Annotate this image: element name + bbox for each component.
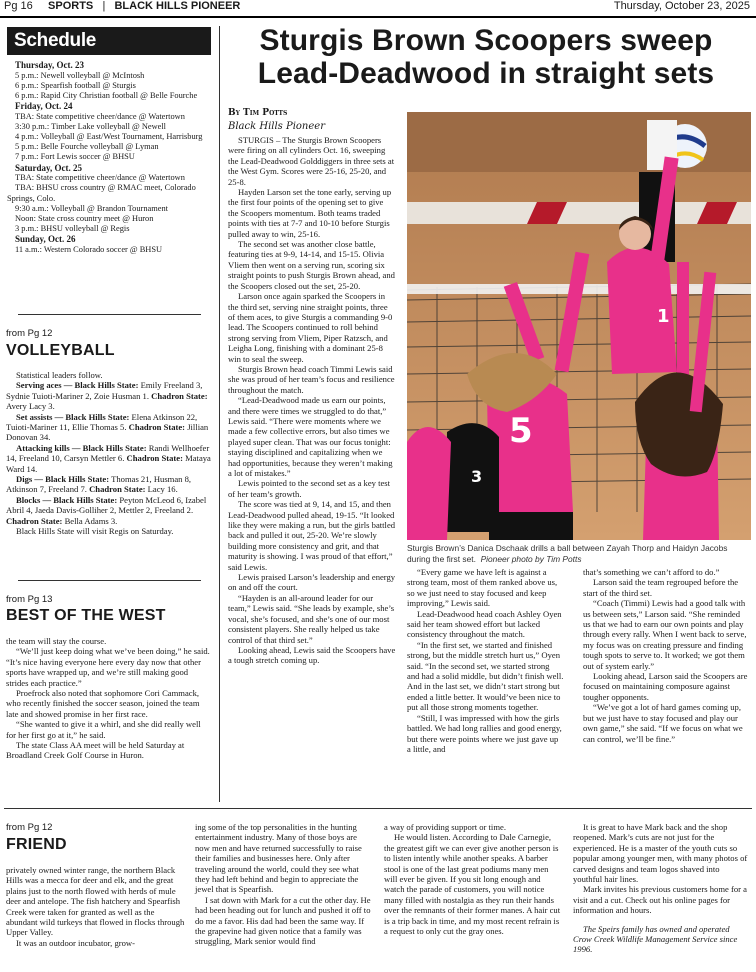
schedule-item: 3:30 p.m.: Timber Lake volleyball @ Newell [15, 121, 166, 131]
friend-column-2 [195, 822, 371, 947]
schedule-day: Sunday, Oct. 26 [15, 234, 76, 245]
stat-text: Bella Adams 3. [62, 515, 118, 526]
stat-text: Randi Wellhoefer 14, Freeland 10, Carsyn Mettler 6. [6, 442, 210, 464]
article-paragraph: Looking ahead, Lewis said the Scoopers have a tough stretch coming up. [228, 644, 396, 666]
friend-paragraph: privately owned winter range, the northern Black Hills was a mecca for deer and elk, and the great plains just to the north flowed with herds of mule deer and antelope. The fish hatchery and Spearfish Creek were taken for granted as well as the abundant wild turkeys that flowed in flocks through Upper Valley. [6, 865, 185, 938]
schedule-rule [18, 314, 201, 315]
stat-text: Jillian Donovan 34. [6, 422, 209, 443]
volleyball-paragraph [6, 370, 212, 380]
page-number: Pg 16 [4, 0, 33, 12]
jersey-number-1: 1 [657, 306, 670, 327]
article-paragraph: Larson said the team regrouped before the start of the third set. [583, 577, 739, 598]
stat-text: Thomas 21, Husman 8, Atkinson 7, Freeland 7. [6, 474, 192, 495]
schedule-item: 6 p.m.: Rapid City Christian football @ Belle Fourche [15, 90, 198, 100]
article-paragraph: Hayden Larson set the tone early, serving up the first four points of the opening set to give the Scoopers momentum. Both teams traded points with ties at 7-7 and 10-10 before Sturgis pulled away to win, 25-16. [228, 187, 392, 239]
schedule-item: TBA: State competitive cheer/dance @ Watertown [15, 173, 185, 183]
friend-paragraph: I sat down with Mark for a cut the other day. He had been heading out for lunch and pushed it off to do me a favor. His dad had been the same way. If the grapevine had given notice that a family was struggling, Mark senior would find [195, 894, 371, 947]
stat-text: Mataya Ward 14. [6, 453, 211, 474]
stat-label: Set assists — Black Hills State: [16, 411, 130, 422]
volleyball-paragraph [6, 526, 212, 536]
west-body [6, 636, 212, 761]
article-column-1 [228, 135, 396, 666]
friend-paragraph: ing some of the top personalities in the hunting entertainment industry. Many of those boys are now men and have returned successfully to raise their families and businesses here. Only after traveling around the world, could they see what they had left behind and begin to appreciate the jewel that is Spearfish. [195, 822, 362, 895]
schedule-item: TBA: State competitive cheer/dance @ Watertown [15, 111, 185, 121]
stat-text: Emily Freeland 3, Sydnie Tuioti-Mariner 2, Zoie Husman 1. [6, 380, 203, 401]
article-paragraph: Lewis praised Larson’s leadership and energy on and off the court. [228, 572, 396, 593]
friend-paragraph: Mark invites his previous customers home for a visit and a cut. Check out his online pages for information and hours. [573, 884, 747, 916]
jersey-number-5: 5 [509, 411, 533, 451]
article-paragraph: Lewis pointed to the second set as a key test of her team’s growth. [228, 478, 391, 499]
stat-label: Chadron State: [126, 453, 183, 464]
stat-label: Attacking kills — Black Hills State: [16, 442, 147, 453]
header-separator: | [102, 0, 106, 12]
stat-text: Black Hills State will visit Regis on Saturday. [16, 526, 174, 537]
stat-text: Avery Lacy 3. [6, 401, 55, 412]
article-paragraph: STURGIS – The Sturgis Brown Scoopers were firing on all cylinders Oct. 16, sweeping the Lead-Deadwood Golddiggers in three sets at the West Gym. Scores were 25-16, 25-20, and 25-8. [228, 135, 395, 187]
stat-label: Blocks — Black Hills State: [16, 494, 118, 505]
article-paragraph: Larson once again sparked the Scoopers in the third set, serving nine straight points, three of them aces, to give Sturgis a commanding 9-0 lead. The Scoopers continued to roll behind strong serving from Vliem, Piper Ratzsch, and Leigha Long, finishing with a dominant 25-8 win to seal the sweep. [228, 291, 393, 364]
friend-jump-from: from Pg 12 [6, 822, 53, 833]
article-paragraph: The second set was another close battle, featuring ties at 9-9, 14-14, and 15-15. Olivia Vliem then went on a serving run, scoring six straight points to push Sturgis Brown ahead, and the Scoopers closed out the set, 25-20. [228, 239, 395, 291]
bottom-rule [4, 808, 752, 809]
jersey-number-3: 3 [471, 467, 483, 486]
stat-label: Chadron State: [128, 422, 186, 433]
schedule-item: 5 p.m.: Belle Fourche volleyball @ Lyman [15, 142, 159, 152]
column-divider [219, 26, 220, 802]
issue-date: Thursday, October 23, 2025 [613, 0, 750, 12]
headline-line-1: Sturgis Brown Scoopers sweep [259, 24, 713, 57]
article-paragraph: The score was tied at 9, 14, and 15, and then Lead-Deadwood pulled ahead, 19-15. “It looked like they were making a run, but the girls battled back and pulled it out, 25-20. We’re slowly building more consistency and grit, and that maturity is showing. I was proud of that effort,” said Lewis. [228, 499, 396, 572]
schedule-day: Thursday, Oct. 23 [15, 60, 85, 70]
section-name: SPORTS [48, 0, 94, 12]
headline-line-2: Lead-Deadwood in straight sets [257, 57, 715, 90]
stat-text: Elena Atkinson 22, Tuioti-Mariner 11, Ellie Thomas 5. [6, 411, 198, 433]
west-paragraph: “We’ll just keep doing what we’ve been doing,” he said. “It’s nice having everyone here every day now that other sports have wrapped up, and we’re still making good strides each practice.” [6, 646, 210, 688]
friend-paragraph: It was an outdoor incubator, grow- [16, 937, 135, 948]
article-photo [407, 112, 751, 540]
schedule-item: TBA: BHSU cross country @ RMAC meet, Colorado Springs, Colo. [7, 183, 196, 203]
article-headline [222, 24, 750, 90]
article-column-2 [407, 567, 564, 754]
volleyball-heading: VOLLEYBALL [6, 342, 115, 359]
stat-text: Statistical leaders follow. [16, 370, 103, 380]
stat-label: Chadron State: [6, 515, 63, 526]
article-paragraph: Looking ahead, Larson said the Scoopers are focused on maintaining composure against tougher opponents. [583, 671, 748, 702]
byline: By Tim Potts [228, 108, 288, 118]
west-heading: BEST OF THE WEST [6, 607, 166, 624]
header-rule [0, 16, 756, 18]
schedule-day: Saturday, Oct. 25 [15, 162, 83, 173]
schedule-item: 7 p.m.: Fort Lewis soccer @ BHSU [15, 152, 135, 162]
photo-caption [407, 543, 751, 565]
caption-text: Sturgis Brown’s Danica Dschaak drills a ball between Zayah Thorp and Haidyn Jacobs during the first set. [407, 543, 728, 564]
article-paragraph: “Still, I was impressed with how the girls battled. We had long rallies and good energy, but there were points where we just gave up a little, and [407, 712, 562, 754]
article-paragraph: “Hayden is an all-around leader for our team,” Lewis said. “She leads by example, she’s vocal, she’s focused, and she’s one of our most consistent players. She really helped us take control of that third set.” [228, 592, 395, 645]
article-paragraph: “In the first set, we started and finished strong, but the middle stretch hurt us,” Oyen said. “In the second set, we started strong and had a solid middle, but didn’t finish well. And in the last set, we didn’t start strong but ended a little better. It would’ve been nice to put all those strong moments together. [407, 639, 564, 713]
article-paragraph: “Lead-Deadwood made us earn our points, and there were times we struggled to do that,” Lewis said. “There were moments where we made a few collective errors, but also times we played super clean. That was our focus tonight: staying disciplined and capitalizing when we had opportunities, because they weren’t making a lot of mistakes.” [228, 395, 393, 478]
article-paragraph: Sturgis Brown head coach Timmi Lewis said she was proud of her team’s focus and resilience throughout the match. [228, 363, 395, 395]
article-paragraph: “Coach (Timmi) Lewis had a good talk with us between sets,” Larson said. “She reminded us that we had to earn our own points and play through every rally. When I went back to serve, my focus was on creating pressure and finding tough spots to serve to. It worked; we got them out of system early.” [583, 598, 747, 671]
schedule-item: 9:30 a.m.: Volleyball @ Brandon Tournament [15, 203, 168, 213]
schedule-item: Noon: State cross country meet @ Huron [15, 213, 154, 223]
schedule-item: 5 p.m.: Newell volleyball @ McIntosh [15, 70, 145, 80]
friend-column-4 [573, 822, 749, 955]
west-paragraph: “She wanted to give it a whirl, and she did really well for her first go at it,” he said. [6, 719, 201, 740]
schedule-list [7, 60, 212, 255]
stat-label: Digs — Black Hills State: [16, 474, 110, 485]
stat-text: Peyton McLeod 6, Izabel Abril 4, Jaeda Davis-Golliher 2, Mettler 2, Freeland 2. [6, 494, 207, 516]
page-header [0, 0, 756, 16]
volleyball-rule [18, 580, 201, 581]
west-jump-from: from Pg 13 [6, 594, 53, 605]
schedule-item: 6 p.m.: Spearfish football @ Sturgis [15, 80, 136, 90]
article-paragraph: “We’ve got a lot of hard games coming up, but we just have to stay focused and play our own game,” she said. “If we focus on what we can control, we’ll be fine.” [583, 702, 743, 744]
stat-text: Lacy 16. [145, 484, 178, 495]
friend-column-1 [6, 865, 186, 948]
volleyball-paragraph [6, 412, 212, 443]
west-paragraph: Proefrock also noted that sophomore Cori Cammack, who recently finished the soccer season, joined the team late and showed promise in her first race. [6, 688, 200, 719]
paper-name: BLACK HILLS PIONEER [114, 0, 241, 12]
volleyball-paragraph [6, 443, 212, 474]
article-paragraph: Lead-Deadwood head coach Ashley Oyen said her team showed effort but lacked consistency throughout the match. [407, 608, 562, 640]
stat-label: Chadron State: [151, 390, 208, 401]
west-paragraph: The state Class AA meet will be held Saturday at Broadland Creek Golf Course in Huron. [6, 740, 185, 761]
schedule-item: 4 p.m.: Volleyball @ East/West Tournament, Harrisburg [15, 132, 203, 142]
volleyball-paragraph [6, 495, 212, 526]
schedule-day: Friday, Oct. 24 [15, 101, 73, 112]
article-paragraph: “Every game we have left is against a strong team, most of them ranked above us, so we just need to stay focused and keep improving,” Lewis said. [407, 567, 558, 609]
volleyball-body [6, 370, 212, 537]
west-paragraph: the team will stay the course. [6, 636, 107, 646]
volleyball-paragraph [6, 474, 212, 495]
volleyball-paragraph [6, 380, 212, 411]
author-tagline: The Speirs family has owned and operated Crow Creek Wildlife Management Service since 1996. [573, 923, 738, 955]
article-column-3 [583, 567, 749, 744]
stat-label: Chadron State: [89, 484, 146, 495]
article-paragraph: that’s something we can’t afford to do.” [583, 567, 720, 577]
volleyball-jump-from: from Pg 12 [6, 328, 53, 339]
schedule-title: Schedule [7, 27, 211, 55]
volleyball-photo-illustration [407, 112, 751, 540]
stat-label: Serving aces — Black Hills State: [16, 380, 139, 391]
byline-org: Black Hills Pioneer [228, 121, 325, 132]
friend-paragraph: It is great to have Mark back and the shop reopened. Mark’s cuts are not just for the experienced. He is a master of the youth cuts so popular among younger men, with many photos of carved designs and team logos shaved into youthful hair lines. [573, 822, 748, 885]
schedule-item: 11 a.m.: Western Colorado soccer @ BHSU [15, 244, 163, 254]
caption-credit: Pioneer photo by Tim Potts [480, 554, 582, 564]
friend-paragraph: He would listen. According to Dale Carnegie, the greatest gift we can ever give another person is to listen intently while another speaks. A barber stool is one of the last great podiums many men will ever be given. If you sit long enough and watch the parade of customers, you will notice many filled with nostalgia as they run their hands over the remnants of their former manes. A hair cut is a trip back in time, and my most recent refrain is a request to only cut the gray ones. [384, 832, 561, 937]
friend-paragraph: a way of providing support or time. [384, 822, 506, 832]
friend-heading: FRIEND [6, 836, 67, 853]
friend-column-3 [384, 822, 562, 936]
schedule-item: 3 p.m.: BHSU volleyball @ Regis [15, 224, 130, 234]
